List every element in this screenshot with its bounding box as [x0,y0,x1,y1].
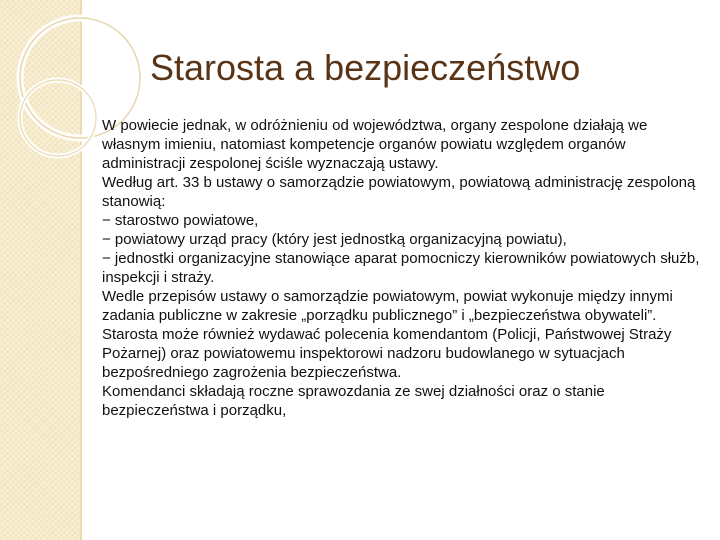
slide-title: Starosta a bezpieczeństwo [150,47,581,88]
paragraph-sprawozdania: Komendanci składają roczne sprawozdania ze swej działności oraz o stanie bezpieczeństwa i porządku, [102,383,605,419]
side-strip-edge [80,0,82,540]
paragraph-intro: W powiecie jednak, w odróżnieniu od województwa, organy zespolone działają we własnym imieniu, natomiast kompetencje organów powiatu względem organów administracji zespolonej ściśle wyznaczają ustawy. [102,117,648,172]
paragraph-zadania-publiczne: Wedle przepisów ustawy o samorządzie powiatowym, powiat wykonuje między innymi zadania publiczne w zakresie „porządku publicznego” i „bezpieczeństwa obywateli”. [102,288,673,324]
decorative-side-strip [0,0,80,540]
paragraph-polecenia: Starosta może również wydawać polecenia komendantom (Policji, Państwowej Straży Pożarnej) oraz powiatowemu inspektorowi nadzoru budowlanego w sytuacjach bezpośredniego zagrożenia bezpieczeństwa. [102,326,672,381]
slide-body-text [102,116,702,420]
paragraph-article-33b: Według art. 33 b ustawy o samorządzie powiatowym, powiatową administrację zespoloną stanowią: [102,174,696,210]
list-item-starostwo: − starostwo powiatowe, [102,212,259,229]
list-item-urzad-pracy: − powiatowy urząd pracy (który jest jednostką organizacyjną powiatu), [102,231,567,248]
list-item-jednostki: − jednostki organizacyjne stanowiące aparat pomocniczy kierowników powiatowych służb, inspekcji i straży. [102,250,700,286]
